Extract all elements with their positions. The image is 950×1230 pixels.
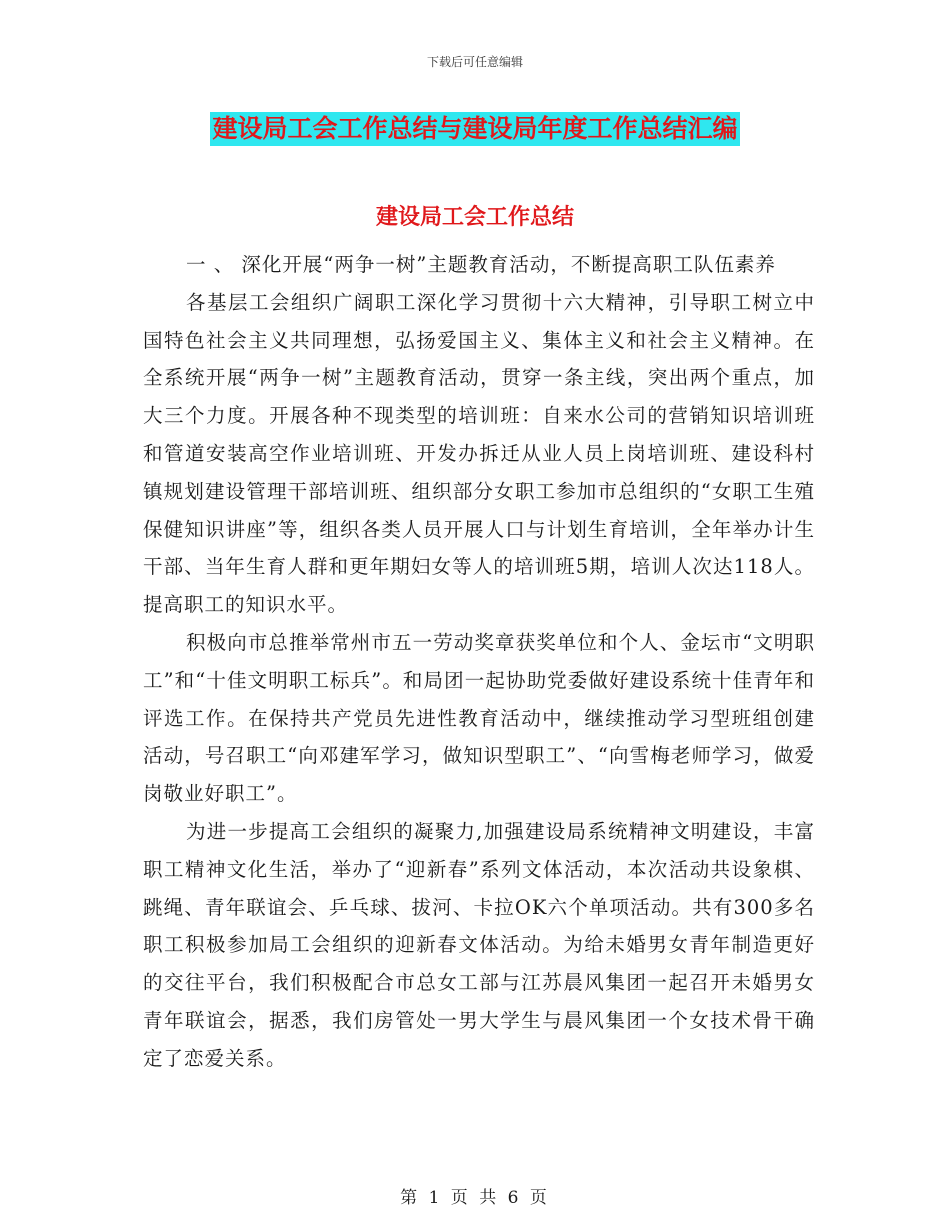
paragraph-3: 为进一步提高工会组织的凝聚力,加强建设局系统精神文明建设，丰富职工精神文化生活，举办了“迎新春”系列文体活动，本次活动共设象棋、跳绳、青年联谊会、乒乓球、拔河、卡拉OK六个单项活动。共有300多名职工积极参加局工会组织的迎新春文体活动。为给未婚男女青年制造更好的交往平台，我们积极配合市总女工部与江苏晨风集团一起召开未婚男女青年联谊会，据悉，我们房管处一男大学生与晨风集团一个女技术骨干确定了恋爱关系。: [143, 819, 815, 1070]
header-note: 下载后可任意编辑: [426, 55, 523, 69]
section-title: 建设局工会工作总结: [375, 205, 574, 230]
document-body: [143, 246, 815, 1078]
paragraph-2: 积极向市总推举常州市五一劳动奖章获奖单位和个人、金坛市“文明职工”和“十佳文明职工标兵”。和局团一起协助党委做好建设系统十佳青年和评选工作。在保持共产党员先进性教育活动中，继续推动学习型班组创建活动，号召职工“向邓建军学习，做知识型职工”、“向雪梅老师学习，做爱岗敬业好职工”。: [143, 630, 815, 806]
section-heading: 一 、 深化开展“两争一树”主题教育活动，不断提高职工队伍素养: [186, 253, 776, 276]
main-title-wrap: [0, 112, 950, 146]
page-footer: 第 1 页 共 6 页: [400, 1188, 550, 1208]
main-title: 建设局工会工作总结与建设局年度工作总结汇编: [210, 112, 739, 146]
paragraph-1: 各基层工会组织广阔职工深化学习贯彻十六大精神，引导职工树立中国特色社会主义共同理想，弘扬爱国主义、集体主义和社会主义精神。在全系统开展“两争一树”主题教育活动，贯穿一条主线，突出两个重点，加大三个力度。开展各种不现类型的培训班：自来水公司的营销知识培训班和管道安装高空作业培训班、开发办拆迁从业人员上岗培训班、建设科村镇规划建设管理干部培训班、组织部分女职工参加市总组织的“女职工生殖保健知识讲座”等，组织各类人员开展人口与计划生育培训，全年举办计生干部、当年生育人群和更年期妇女等人的培训班5期，培训人次达118人。提高职工的知识水平。: [143, 290, 815, 617]
